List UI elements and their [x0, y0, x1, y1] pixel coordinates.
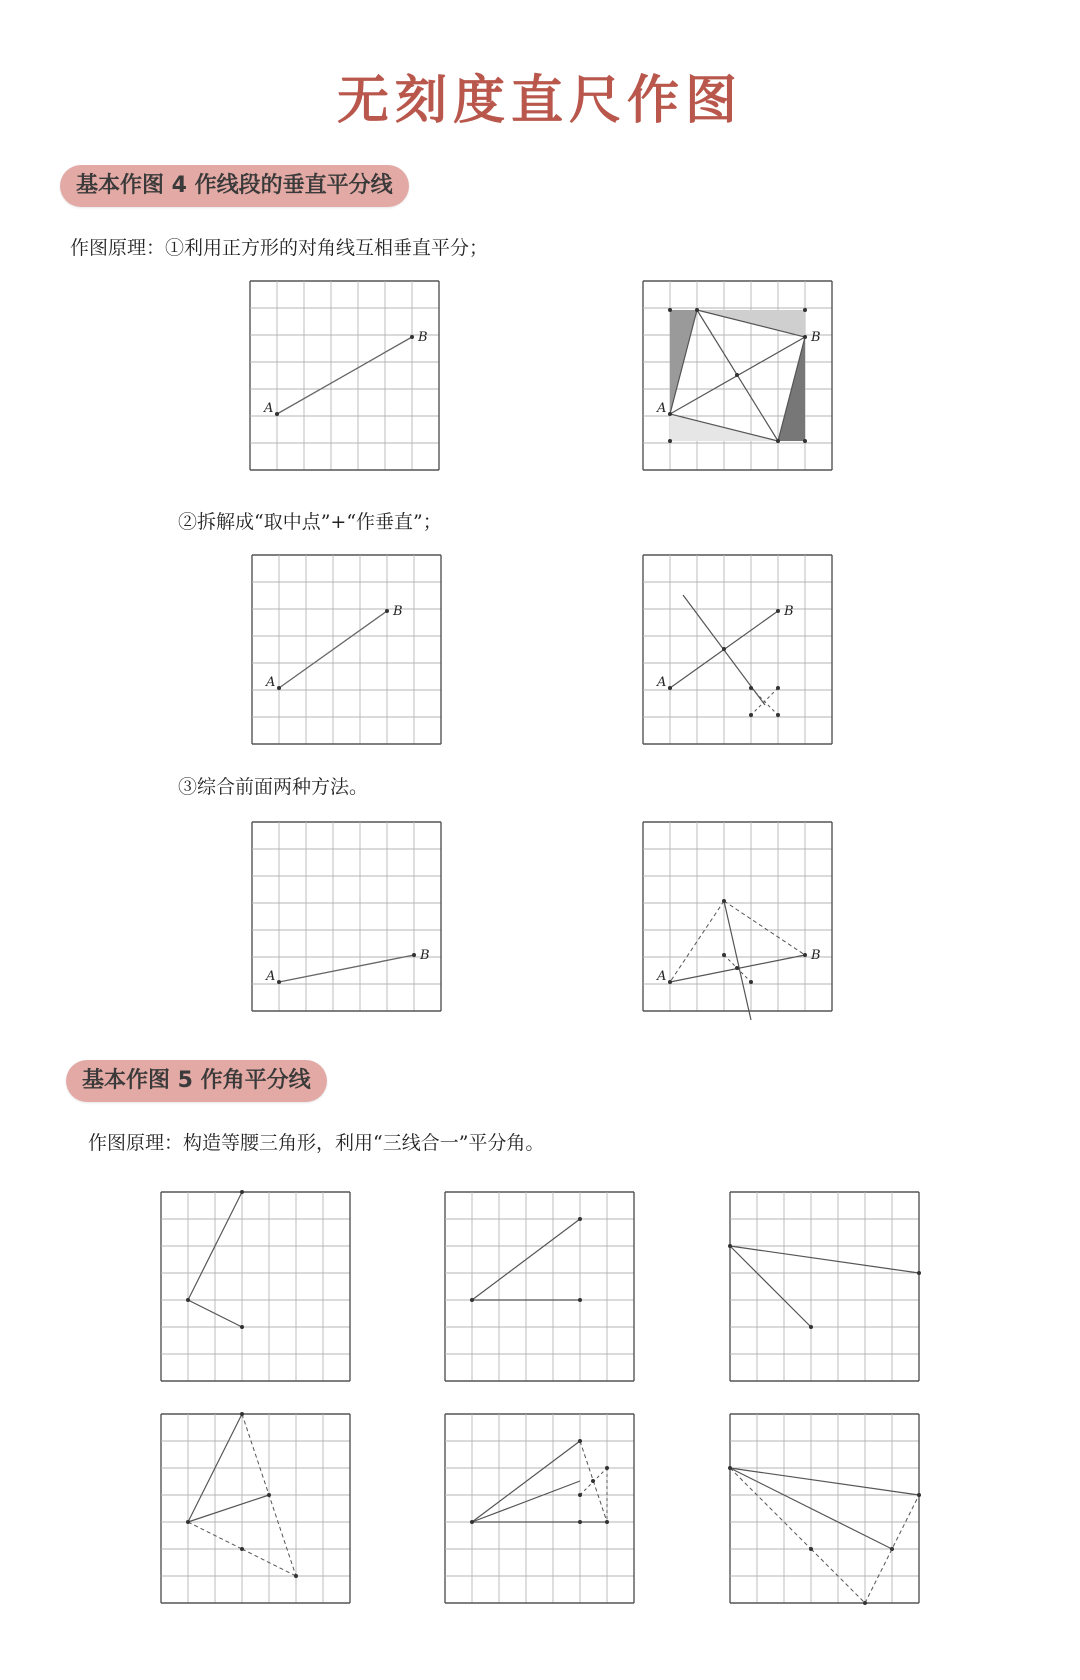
grid — [730, 1192, 919, 1381]
grid — [643, 555, 832, 744]
point-label-b: B — [393, 604, 403, 619]
figure-4-2-right — [643, 555, 833, 745]
figure-4-3-left — [252, 822, 442, 1012]
figure-5-2-bottom — [445, 1414, 635, 1604]
grid — [445, 1414, 634, 1603]
point-label-a: A — [264, 401, 274, 416]
figure-4-2-left — [252, 555, 442, 745]
principle-5: 作图原理：构造等腰三角形，利用“三线合一”平分角。 — [88, 1132, 545, 1154]
point-label-a: A — [657, 401, 667, 416]
figure-5-1-top — [161, 1192, 351, 1382]
page-title: 无刻度直尺作图 — [336, 71, 743, 131]
point-label-b: B — [418, 330, 428, 345]
point-label-a: A — [657, 675, 667, 690]
grid — [161, 1414, 350, 1603]
grid — [252, 555, 441, 744]
grid — [161, 1192, 350, 1381]
point-label-a: A — [266, 969, 276, 984]
figure-5-3-bottom — [730, 1414, 920, 1604]
point-label-a: A — [266, 675, 276, 690]
point-label-b: B — [784, 604, 794, 619]
point-label-b: B — [811, 330, 821, 345]
figure-4-1-right — [643, 281, 833, 471]
point-label-b: B — [811, 948, 821, 963]
figure-4-1-left — [250, 281, 440, 471]
section4-heading: 基本作图 4 作线段的垂直平分线 — [60, 165, 409, 207]
method-3: ③综合前面两种方法。 — [178, 776, 369, 798]
figure-5-2-top — [445, 1192, 635, 1382]
method-2: ②拆解成“取中点”+“作垂直”； — [178, 511, 442, 533]
grid — [730, 1414, 919, 1603]
point-label-a: A — [657, 969, 667, 984]
principle-1: 作图原理：①利用正方形的对角线互相垂直平分； — [70, 237, 489, 259]
point-label-b: B — [420, 948, 430, 963]
grid — [445, 1192, 634, 1381]
figure-5-3-top — [730, 1192, 920, 1382]
figure-4-3-right — [643, 822, 833, 1012]
section5-heading: 基本作图 5 作角平分线 — [66, 1060, 327, 1102]
figure-5-1-bottom — [161, 1414, 351, 1604]
